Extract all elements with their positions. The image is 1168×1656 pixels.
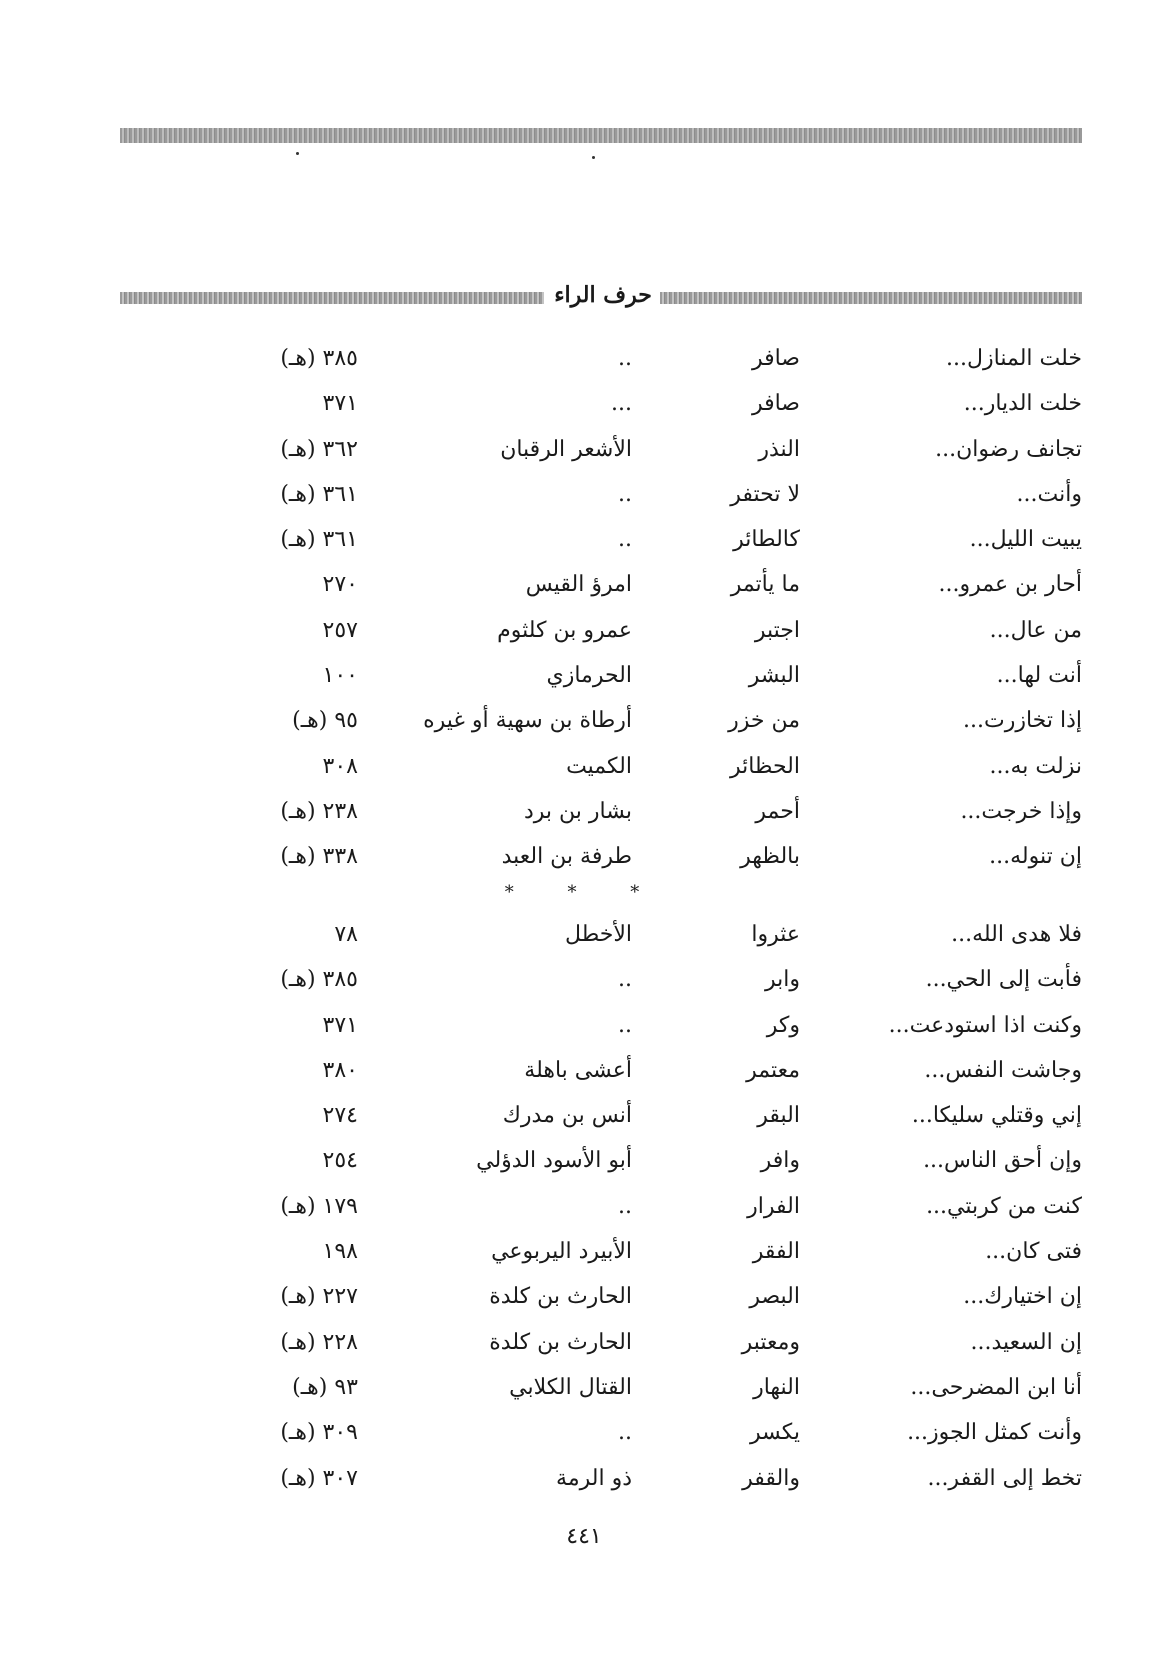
table-row (0, 521, 1168, 566)
first-hemistich: وأنت كمثل الجوز... (907, 1420, 1082, 1446)
first-hemistich: كنت من كربتي... (926, 1193, 1082, 1219)
first-hemistich: تجانف رضوان... (935, 436, 1082, 462)
page-ref: ٩٥ (هـ) (292, 708, 358, 734)
poet-name: الحارث بن كلدة (489, 1329, 632, 1355)
first-hemistich: إذا تخازرت... (963, 708, 1082, 734)
top-rule (120, 128, 1082, 143)
table-row (0, 1052, 1168, 1097)
page-ref: ٣٧١ (322, 1012, 358, 1038)
first-hemistich: من عال... (989, 617, 1082, 643)
table-row (0, 1142, 1168, 1187)
table-row (0, 1233, 1168, 1278)
first-hemistich: تخط إلى القفر... (927, 1465, 1082, 1491)
page-ref: ٣٨٥ (هـ) (280, 967, 358, 993)
page-ref: ١٧٩ (هـ) (280, 1193, 358, 1219)
page-ref: ٩٣ (هـ) (292, 1374, 358, 1400)
first-hemistich: وكنت اذا استودعت... (888, 1012, 1082, 1038)
page-ref: ٢٧٤ (322, 1103, 358, 1129)
page-ref: ٣٠٧ (هـ) (280, 1465, 358, 1491)
poet-name: أرطاة بن سهية أو غيره (423, 708, 632, 734)
first-hemistich: إن تنوله... (989, 844, 1082, 870)
rhyme-word: ومعتبر (741, 1329, 800, 1355)
page-ref: ٢٢٧ (هـ) (280, 1284, 358, 1310)
first-hemistich: نزلت به... (989, 753, 1082, 779)
poet-name: .. (618, 1420, 632, 1446)
table-row (0, 1007, 1168, 1052)
poet-name: عمرو بن كلثوم (497, 617, 632, 643)
section-header (120, 282, 1082, 308)
poet-name: الأبيرد اليربوعي (491, 1239, 632, 1265)
rhyme-word: البشر (748, 663, 800, 689)
poet-name: .. (618, 1193, 632, 1219)
page-ref: ٣٠٩ (هـ) (280, 1420, 358, 1446)
rhyme-word: الفقر (752, 1239, 800, 1265)
rhyme-word: النذر (758, 436, 800, 462)
page-ref: ٢٥٧ (322, 617, 358, 643)
rhyme-word: معتمر (746, 1057, 800, 1083)
first-hemistich: وجاشت النفس... (924, 1057, 1082, 1083)
poet-name: .. (618, 346, 632, 371)
rhyme-word: والقفر (742, 1465, 800, 1491)
table-row (0, 431, 1168, 476)
rhyme-word: صافر (751, 391, 800, 417)
page-ref: ٧٨ (334, 922, 358, 947)
table-row (0, 838, 1168, 883)
table-row (0, 961, 1168, 1006)
page-number: ٤٤١ (566, 1524, 602, 1549)
table-row (0, 1414, 1168, 1459)
first-hemistich: وإن أحق الناس... (923, 1148, 1082, 1174)
table-row (0, 566, 1168, 611)
table-row (0, 385, 1168, 430)
poet-name: ذو الرمة (556, 1465, 632, 1491)
table-row (0, 702, 1168, 747)
table-row (0, 1278, 1168, 1323)
table-row (0, 340, 1168, 385)
first-hemistich: وإذا خرجت... (960, 798, 1082, 824)
poet-name: .. (618, 481, 632, 507)
first-hemistich: فلا هدى الله... (951, 922, 1082, 947)
first-hemistich: أحار بن عمرو... (938, 572, 1082, 598)
first-hemistich: إن السعيد... (970, 1329, 1082, 1355)
table-row (0, 1460, 1168, 1505)
rhyme-word: وكر (766, 1012, 800, 1038)
table-row (0, 748, 1168, 793)
poet-name: الحرمازي (546, 663, 632, 689)
poet-name: .. (618, 967, 632, 993)
poet-name: الأشعر الرقبان (500, 436, 632, 462)
rhyme-word: أحمر (755, 798, 800, 824)
poet-name: .. (618, 527, 632, 553)
section-title: حرف الراء (554, 282, 652, 308)
table-row (0, 612, 1168, 657)
rhyme-word: يكسر (749, 1420, 800, 1446)
first-hemistich: وأنت... (1016, 481, 1082, 507)
poet-name: القتال الكلابي (509, 1374, 632, 1400)
rhyme-word: وابر (765, 967, 800, 993)
first-hemistich: خلت الديار... (963, 391, 1082, 417)
page-ref: ٢٥٤ (322, 1148, 358, 1174)
poet-name: أعشى باهلة (524, 1057, 632, 1083)
page-ref: ٢٢٨ (هـ) (280, 1329, 358, 1355)
poet-name: الأخطل (565, 922, 632, 947)
page-ref: ٢٣٨ (هـ) (280, 798, 358, 824)
index-table-2 (0, 916, 1168, 1505)
table-row (0, 1188, 1168, 1233)
separator-stars: * * * (504, 882, 664, 903)
poet-name: امرؤ القيس (525, 572, 632, 598)
first-hemistich: فأبت إلى الحي... (925, 967, 1082, 993)
page-ref: ٢٧٠ (322, 572, 358, 598)
first-hemistich: فتى كان... (985, 1239, 1082, 1265)
first-hemistich: أنت لها... (996, 663, 1082, 689)
page-ref: ٣٦١ (هـ) (280, 527, 358, 553)
rhyme-word: لا تحتفر (730, 481, 800, 507)
table-row (0, 1097, 1168, 1142)
page-ref: ٣٨٥ (هـ) (280, 346, 358, 371)
table-row (0, 1324, 1168, 1369)
page-ref: ٣٣٨ (هـ) (280, 844, 358, 870)
poet-name: الكميت (566, 753, 632, 779)
rhyme-word: وافر (760, 1148, 800, 1174)
rhyme-word: ما يأتمر (730, 572, 800, 598)
poet-name: أنس بن مدرك (502, 1103, 632, 1129)
speck (592, 156, 595, 159)
page-ref: ١٩٨ (322, 1239, 358, 1265)
poet-name: الحارث بن كلدة (489, 1284, 632, 1310)
first-hemistich: خلت المنازل... (946, 346, 1082, 371)
rhyme-word: البقر (757, 1103, 800, 1129)
rhyme-word: صافر (751, 346, 800, 371)
table-row (0, 476, 1168, 521)
index-table (0, 340, 1168, 884)
page-ref: ٣٧١ (322, 391, 358, 417)
table-row (0, 916, 1168, 961)
page-ref: ١٠٠ (322, 663, 358, 689)
speck (296, 152, 299, 155)
first-hemistich: أنا ابن المضرحى... (910, 1374, 1082, 1400)
rhyme-word: اجتبر (754, 617, 800, 643)
header-rule-right (660, 292, 1082, 304)
poet-name: أبو الأسود الدؤلي (476, 1148, 632, 1174)
first-hemistich: يبيت الليل... (969, 527, 1082, 553)
poet-name: بشار بن برد (524, 798, 632, 824)
rhyme-word: عثروا (751, 922, 800, 947)
first-hemistich: إن اختيارك... (963, 1284, 1082, 1310)
table-row (0, 793, 1168, 838)
page-ref: ٣٦٢ (هـ) (280, 436, 358, 462)
rhyme-word: البصر (749, 1284, 800, 1310)
poet-name: .. (618, 1012, 632, 1038)
rhyme-word: النهار (753, 1374, 800, 1400)
page-ref: ٣٨٠ (322, 1057, 358, 1083)
rhyme-word: بالظهر (740, 844, 800, 870)
poet-name: طرفة بن العبد (501, 844, 632, 870)
header-rule-left (120, 292, 544, 304)
page-ref: ٣٠٨ (322, 753, 358, 779)
rhyme-word: كالطائر (733, 527, 800, 553)
table-row (0, 657, 1168, 702)
poet-name: ... (611, 391, 632, 417)
rhyme-word: من خزر (728, 708, 800, 734)
page-ref: ٣٦١ (هـ) (280, 481, 358, 507)
rhyme-word: الفرار (747, 1193, 800, 1219)
table-row (0, 1369, 1168, 1414)
first-hemistich: إني وقتلي سليكا... (911, 1103, 1082, 1129)
rhyme-word: الحظائر (729, 753, 800, 779)
